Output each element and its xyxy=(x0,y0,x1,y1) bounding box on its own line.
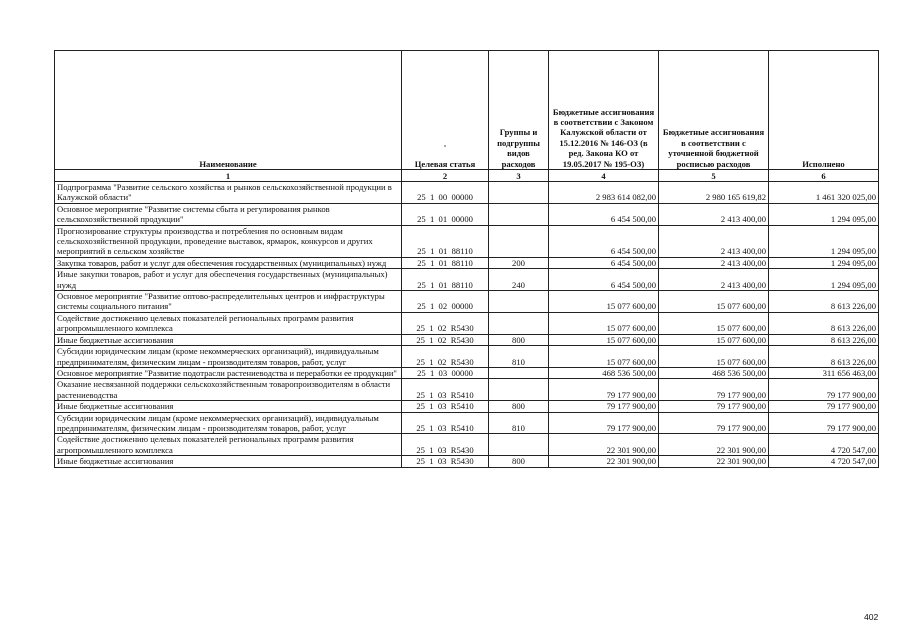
table-row xyxy=(55,291,879,313)
row-rospis-allocation-cell: 79 177 900,00 xyxy=(659,379,769,401)
column-number: 5 xyxy=(659,170,769,182)
row-rospis-allocation-cell: 15 077 600,00 xyxy=(659,334,769,345)
row-law-allocation-cell: 22 301 900,00 xyxy=(549,456,659,467)
row-name-cell: Иные закупки товаров, работ и услуг для обеспечения государственных (муниципальных) нужд xyxy=(55,269,402,291)
header-mark: ° xyxy=(443,144,447,151)
row-executed-cell: 79 177 900,00 xyxy=(769,401,879,412)
row-executed-cell: 1 294 095,00 xyxy=(769,257,879,268)
row-target-article-cell: 25 1 03 R5430 xyxy=(402,456,489,467)
row-executed-cell: 1 294 095,00 xyxy=(769,225,879,257)
row-executed-cell: 79 177 900,00 xyxy=(769,412,879,434)
row-expense-group-cell: 810 xyxy=(489,412,549,434)
row-executed-cell: 79 177 900,00 xyxy=(769,379,879,401)
header-name: Наименование xyxy=(55,51,402,170)
row-law-allocation-cell: 15 077 600,00 xyxy=(549,291,659,313)
row-expense-group-cell xyxy=(489,434,549,456)
row-rospis-allocation-cell: 2 413 400,00 xyxy=(659,257,769,268)
row-rospis-allocation-cell: 79 177 900,00 xyxy=(659,401,769,412)
row-name-cell: Подпрограмма "Развитие сельского хозяйства и рынков сельскохозяйственной продукции в Калужской области" xyxy=(55,182,402,204)
row-rospis-allocation-cell: 15 077 600,00 xyxy=(659,346,769,368)
row-name-cell: Иные бюджетные ассигнования xyxy=(55,401,402,412)
row-target-article-cell: 25 1 03 R5430 xyxy=(402,434,489,456)
row-executed-cell: 311 656 463,00 xyxy=(769,367,879,378)
row-expense-group-cell: 800 xyxy=(489,456,549,467)
row-name-cell: Закупка товаров, работ и услуг для обеспечения государственных (муниципальных) нужд xyxy=(55,257,402,268)
column-number: 6 xyxy=(769,170,879,182)
row-rospis-allocation-cell: 15 077 600,00 xyxy=(659,312,769,334)
row-law-allocation-cell: 6 454 500,00 xyxy=(549,225,659,257)
header-target-article xyxy=(402,51,489,170)
table-row xyxy=(55,312,879,334)
header-executed: Исполнено xyxy=(769,51,879,170)
row-target-article-cell: 25 1 01 88110 xyxy=(402,269,489,291)
row-expense-group-cell xyxy=(489,182,549,204)
table-row xyxy=(55,379,879,401)
row-expense-group-cell: 810 xyxy=(489,346,549,368)
row-executed-cell: 8 613 226,00 xyxy=(769,334,879,345)
row-expense-group-cell xyxy=(489,225,549,257)
row-executed-cell: 4 720 547,00 xyxy=(769,456,879,467)
header-rospis-allocations: Бюджетные ассигнования в соответствии с уточненной бюджетной росписью расходов xyxy=(659,51,769,170)
row-law-allocation-cell: 6 454 500,00 xyxy=(549,257,659,268)
row-rospis-allocation-cell: 468 536 500,00 xyxy=(659,367,769,378)
row-law-allocation-cell: 2 983 614 082,00 xyxy=(549,182,659,204)
row-rospis-allocation-cell: 15 077 600,00 xyxy=(659,291,769,313)
table-row xyxy=(55,346,879,368)
row-law-allocation-cell: 15 077 600,00 xyxy=(549,346,659,368)
row-executed-cell: 1 461 320 025,00 xyxy=(769,182,879,204)
row-name-cell: Основное мероприятие "Развитие подотрасли растениеводства и переработки ее продукции" xyxy=(55,367,402,378)
row-target-article-cell: 25 1 03 R5410 xyxy=(402,379,489,401)
row-target-article-cell: 25 1 03 R5410 xyxy=(402,401,489,412)
table-row xyxy=(55,203,879,225)
column-number: 3 xyxy=(489,170,549,182)
table-row xyxy=(55,182,879,204)
row-executed-cell: 4 720 547,00 xyxy=(769,434,879,456)
row-expense-group-cell xyxy=(489,291,549,313)
row-name-cell: Оказание несвязанной поддержки сельскохозяйственным товаропроизводителям в области растениеводства xyxy=(55,379,402,401)
row-name-cell: Содействие достижению целевых показателей региональных программ развития агропромышленного комплекса xyxy=(55,434,402,456)
row-expense-group-cell xyxy=(489,379,549,401)
row-law-allocation-cell: 79 177 900,00 xyxy=(549,379,659,401)
row-expense-group-cell: 200 xyxy=(489,257,549,268)
row-name-cell: Основное мероприятие "Развитие системы сбыта и регулирования рынков сельскохозяйственной продукции" xyxy=(55,203,402,225)
row-name-cell: Прогнозирование структуры производства и потребления по основным видам сельскохозяйственной продукции, проведение выставок, ярмарок, конкурсов и других мероприятий в сельском хозяйстве xyxy=(55,225,402,257)
row-executed-cell: 8 613 226,00 xyxy=(769,312,879,334)
row-law-allocation-cell: 468 536 500,00 xyxy=(549,367,659,378)
row-rospis-allocation-cell: 2 980 165 619,82 xyxy=(659,182,769,204)
row-law-allocation-cell: 15 077 600,00 xyxy=(549,312,659,334)
row-target-article-cell: 25 1 02 00000 xyxy=(402,291,489,313)
row-expense-group-cell: 240 xyxy=(489,269,549,291)
row-expense-group-cell xyxy=(489,312,549,334)
row-target-article-cell: 25 1 01 00000 xyxy=(402,203,489,225)
row-expense-group-cell xyxy=(489,367,549,378)
column-number: 4 xyxy=(549,170,659,182)
table-row xyxy=(55,334,879,345)
row-expense-group-cell: 800 xyxy=(489,334,549,345)
table-row xyxy=(55,456,879,467)
row-target-article-cell: 25 1 02 R5430 xyxy=(402,312,489,334)
row-executed-cell: 1 294 095,00 xyxy=(769,269,879,291)
row-law-allocation-cell: 15 077 600,00 xyxy=(549,334,659,345)
row-executed-cell: 8 613 226,00 xyxy=(769,291,879,313)
row-target-article-cell: 25 1 01 88110 xyxy=(402,257,489,268)
table-row xyxy=(55,225,879,257)
header-row xyxy=(55,51,879,170)
row-name-cell: Иные бюджетные ассигнования xyxy=(55,334,402,345)
table-row xyxy=(55,269,879,291)
row-name-cell: Субсидии юридическим лицам (кроме некоммерческих организаций), индивидуальным предпринимателям, физическим лицам - производителям товаров, работ, услуг xyxy=(55,412,402,434)
row-target-article-cell: 25 1 03 00000 xyxy=(402,367,489,378)
table-row xyxy=(55,412,879,434)
row-target-article-cell: 25 1 02 R5430 xyxy=(402,334,489,345)
row-law-allocation-cell: 6 454 500,00 xyxy=(549,269,659,291)
row-target-article-cell: 25 1 00 00000 xyxy=(402,182,489,204)
table-row xyxy=(55,257,879,268)
row-rospis-allocation-cell: 22 301 900,00 xyxy=(659,434,769,456)
row-name-cell: Основное мероприятие "Развитие оптово-распределительных центров и инфраструктуры системы социального питания" xyxy=(55,291,402,313)
row-rospis-allocation-cell: 2 413 400,00 xyxy=(659,225,769,257)
row-name-cell: Иные бюджетные ассигнования xyxy=(55,456,402,467)
row-rospis-allocation-cell: 79 177 900,00 xyxy=(659,412,769,434)
row-rospis-allocation-cell: 22 301 900,00 xyxy=(659,456,769,467)
row-law-allocation-cell: 79 177 900,00 xyxy=(549,401,659,412)
row-target-article-cell: 25 1 03 R5410 xyxy=(402,412,489,434)
budget-table xyxy=(54,50,879,468)
row-expense-group-cell: 800 xyxy=(489,401,549,412)
row-name-cell: Содействие достижению целевых показателей региональных программ развития агропромышленного комплекса xyxy=(55,312,402,334)
column-number-row xyxy=(55,170,879,182)
row-target-article-cell: 25 1 01 88110 xyxy=(402,225,489,257)
table-row xyxy=(55,434,879,456)
row-executed-cell: 8 613 226,00 xyxy=(769,346,879,368)
table-row xyxy=(55,367,879,378)
row-law-allocation-cell: 79 177 900,00 xyxy=(549,412,659,434)
header-target-article-label: Целевая статья xyxy=(414,158,476,169)
header-expense-groups: Группы и подгруппы видов расходов xyxy=(489,51,549,170)
row-target-article-cell: 25 1 02 R5430 xyxy=(402,346,489,368)
column-number: 2 xyxy=(402,170,489,182)
row-rospis-allocation-cell: 2 413 400,00 xyxy=(659,269,769,291)
row-law-allocation-cell: 22 301 900,00 xyxy=(549,434,659,456)
column-number: 1 xyxy=(55,170,402,182)
row-executed-cell: 1 294 095,00 xyxy=(769,203,879,225)
row-law-allocation-cell: 6 454 500,00 xyxy=(549,203,659,225)
row-expense-group-cell xyxy=(489,203,549,225)
row-rospis-allocation-cell: 2 413 400,00 xyxy=(659,203,769,225)
row-name-cell: Субсидии юридическим лицам (кроме некоммерческих организаций), индивидуальным предпринимателям, физическим лицам - производителям товаров, работ, услуг xyxy=(55,346,402,368)
header-law-allocations: Бюджетные ассигнования в соответствии с Законом Калужской области от 15.12.2016 № 146-ОЗ (в ред. Закона КО от 19.05.2017 № 195-ОЗ) xyxy=(549,51,659,170)
page-number: 402 xyxy=(864,612,879,622)
table-row xyxy=(55,401,879,412)
